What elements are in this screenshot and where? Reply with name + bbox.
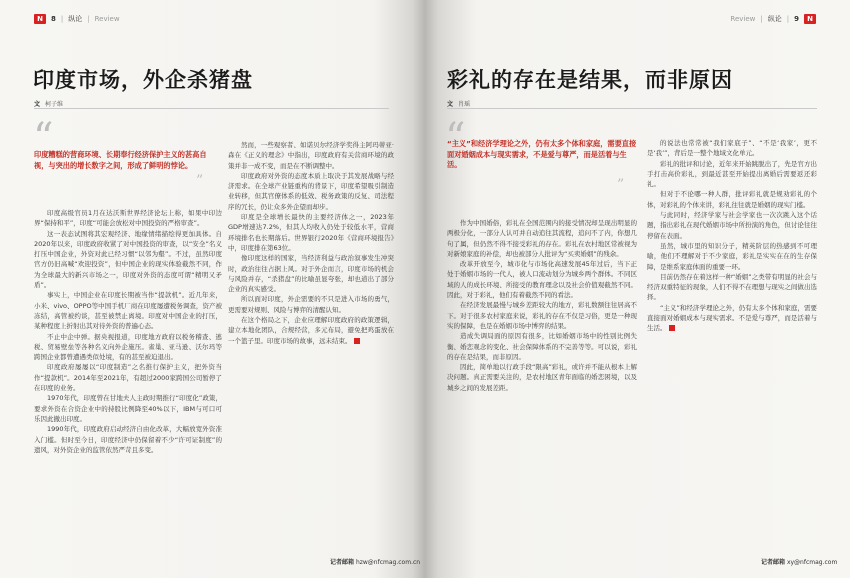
article-column-2 bbox=[647, 138, 817, 543]
footer-email: xy@nfcmag.com bbox=[786, 559, 838, 566]
article-paragraph: 彩礼的批评和讨论，近年来开始跳脱出了，先是官方出手打击高价彩礼，到最近甚至开始提出离婚后需要返还彩礼。 bbox=[647, 159, 817, 189]
byline bbox=[447, 99, 470, 108]
page-footer bbox=[330, 557, 420, 566]
byline-author: 柯子维 bbox=[45, 101, 64, 108]
footer-label: 记者邮箱 bbox=[761, 559, 786, 566]
lead-paragraph: 印度糟糕的营商环境、长期奉行经济保护主义的甚高自视，与突出的增长数字之间，形成了鲜明的悖论。 bbox=[34, 150, 207, 170]
article-title: 印度市场，外企杀猪盘 bbox=[33, 68, 253, 92]
right-page-header bbox=[730, 14, 816, 24]
close-quote-icon: ” bbox=[617, 177, 622, 193]
article-column-1 bbox=[447, 218, 637, 548]
footer-label: 记者邮箱 bbox=[330, 559, 355, 566]
magazine-logo-icon: N bbox=[34, 14, 46, 24]
article-column-1 bbox=[34, 208, 222, 548]
header-divider: | bbox=[87, 15, 90, 23]
title-rule bbox=[34, 108, 389, 109]
lead-paragraph: “主义”和经济学理论之外，仍有太多个体和家庭，需要直接面对婚姻成本与现实需求，不是爱与尊严，而是活着与生活。 bbox=[447, 139, 637, 169]
article-paragraph: 印度政府屡屡以“印度制造”之名推行保护主义，把外资当作“提款机”。2014年至2021年，有超过2000家跨国公司暂停了在印度的业务。 bbox=[34, 363, 222, 393]
article-paragraph: 这一表态试图将其宏观经济、地缘情绪描绘得更加具体。自2020年以来，印度政府收紧了对中国投资的审查，以“安全”名义打压中国企业，外资对此已经习惯“以邻为壑”。不过，虽然印度官方仍旧高喊“欢迎投资”，但中国企业的现实体验截然不同，作为全球最大的新兴市场之一，印度对外资的态度可谓“精明又矛盾”。 bbox=[34, 229, 222, 290]
article-paragraph: 在经济发展最慢与城乡差距较大的地方，彩礼数额往往居高不下。对于很多农村家庭来说，彩礼的存在不仅是习俗，更是一种现实的保障，也是在婚姻市场中博弈的结果。 bbox=[447, 301, 637, 330]
section-name: 纵论 bbox=[68, 15, 83, 23]
left-page-header bbox=[34, 14, 120, 24]
article-column-2 bbox=[228, 140, 394, 545]
byline-label: 文 bbox=[34, 101, 41, 108]
end-of-article-icon bbox=[669, 325, 675, 331]
article-paragraph: 所以面对印度，外企需要的不只是进入市场的勇气，更需要对规则、风险与博弈的清醒认知。 bbox=[228, 295, 394, 314]
section-name-en: Review bbox=[94, 15, 120, 23]
close-quote-icon: ” bbox=[196, 173, 201, 189]
open-quote-icon: “ bbox=[33, 115, 46, 161]
article-paragraph: 但对于不论哪一种人群，批评彩礼就是规劝彩礼的个体，对彩礼的个体来讲，彩礼往往就是婚姻的现实门槛。 bbox=[647, 190, 817, 209]
article-title: 彩礼的存在是结果，而非原因 bbox=[447, 68, 733, 92]
title-rule bbox=[447, 108, 817, 109]
article-paragraph: 作为中国婚俗，彩礼在全国范围内的接受情况却呈现出明显的两极分化，一部分人认可并自动追往其流程，追问不了内，你想几句了属，但仍然不得不接受彩礼的存在。彩礼在农村地区常被视为对新娘家庭的补偿，却也被部分人批评为“买卖婚姻”的残余。 bbox=[447, 219, 637, 258]
article-paragraph: 与此同时，经济学家与社会学家也一次次跳入这个话题，指出彩礼在现代婚姻市场中所扮演的角色，但讨论往往停留在表面。 bbox=[647, 211, 817, 240]
article-paragraph: 造成失调局面的原因有很多，比如婚姻市场中的性别比例失衡、婚恋观念的变化、社会保障体系的不完善等等。可以说，彩礼的存在是结果，而非原因。 bbox=[447, 332, 637, 361]
article-paragraph: 虽然，城市里的知识分子，精英阶层的热感到不可理喻，他们不理解对于不少家庭，彩礼是实实在在的生存保障，是维系家庭体面的重要一环。 bbox=[647, 241, 817, 271]
article-paragraph: 然而，一些观察者、如诺贝尔经济学奖得主阿玛蒂亚·森在《正义的理念》中指出，印度政府有关营商环境的政策并非一成不变，而是在不断调整中。 bbox=[228, 141, 394, 170]
end-of-article-icon bbox=[354, 338, 360, 344]
page-number: 8 bbox=[51, 15, 56, 23]
article-paragraph: 印度是全球增长最快的主要经济体之一，2023年GDP增速达7.2%，但其人均收入仍处于较低水平，营商环境排名也长期落后。世界银行2020年《营商环境报告》中，印度排在第63位。 bbox=[228, 213, 394, 252]
byline-label: 文 bbox=[447, 101, 454, 108]
section-name-en: Review bbox=[730, 15, 756, 23]
magazine-logo-icon: N bbox=[804, 14, 816, 24]
article-paragraph: 因此，简单地以行政手段“限高”彩礼，或许并不能从根本上解决问题。真正需要关注的，是农村地区青年面临的婚恋困境，以及城乡之间的发展差距。 bbox=[447, 363, 637, 392]
section-name: 纵论 bbox=[767, 15, 782, 23]
byline bbox=[34, 99, 63, 108]
article-paragraph: 印度政府对外资的态度本质上取决于其发展战略与经济需求。在全球产业链重构的背景下，印度希望吸引制造业转移，但其官僚体系的低效、税务政策的反复、司法程序的冗长，仍让众多外企望而却步。 bbox=[228, 171, 394, 211]
footer-email: hzw@nfcmag.com.cn bbox=[355, 559, 421, 566]
article-paragraph: 在这个格局之下，企业应理解印度政府的政策逻辑，建立本地化团队，合规经营，多元布局，避免把鸡蛋放在一个篮子里。印度市场的故事，远未结束。 bbox=[228, 316, 394, 345]
article-paragraph: 印度高级官员1月在达沃斯世界经济论坛上称，如果中印边界“保持和平”，印度“可能会放松对中国投资的严格审查”。 bbox=[34, 209, 222, 228]
article-paragraph: 1970年代，印度曾在甘地夫人主政时期推行“印度化”政策，要求外资在合资企业中的持股比例降至40%以下，IBM与可口可乐因此撤出印度。 bbox=[34, 394, 222, 423]
article-paragraph: 像印度这样的国家，当经济利益与政治叙事发生冲突时，政治往往占据上风。对于外企而言，印度市场的机会与风险并存，“杀猪盘”的比喻虽显夸张，却也道出了部分企业的真实感受。 bbox=[228, 254, 394, 294]
header-divider: | bbox=[60, 15, 64, 23]
article-paragraph: 1990年代，印度政府启动经济自由化改革，大幅放宽外资准入门槛。但时至今日，印度经济中仍保留着不少“许可证制度”的遗风，对外资企业的监管依然严苛且多变。 bbox=[34, 425, 222, 454]
byline-author: 肖瑶 bbox=[458, 101, 471, 108]
open-quote-icon: “ bbox=[445, 115, 458, 161]
article-paragraph: 不止中企中弹。据央视报道，印度地方政府以税务稽查、逃税、贸易壁垒等各种名义向外企施压。雀巢、亚马逊、沃尔玛等跨国企业都曾遭遇类似处境，有的甚至被迫退出。 bbox=[34, 332, 222, 362]
article-paragraph: 目前仍然存在着这样一种“婚姻”之类带有明显的社会与经济双重特征的现象，人们不得不在理想与现实之间做出选择。 bbox=[647, 272, 817, 302]
article-paragraph: 改革开放至今，城市化与市场化高速发展45年过后，当下正处于婚姻市场的一代人，被人口流动划分为城乡两个群体。不同区域的人的成长环境、所接受的教育理念以及社会价值观截然不同。因此，对于彩礼，他们有着截然不同的看法。 bbox=[447, 260, 637, 300]
article-paragraph: “主义”和经济学理论之外，仍有太多个体和家庭，需要直接面对婚姻成本与现实需求。不是爱与尊严，而是活着与生活。 bbox=[647, 303, 817, 333]
page-number: 9 bbox=[794, 15, 799, 23]
right-page bbox=[425, 0, 850, 578]
article-paragraph: 的说法也常常被“我们家底子”、“不是‘我家’，更不是‘我’”，背后是一整个地域文化单元。 bbox=[647, 139, 817, 158]
header-divider: | bbox=[786, 15, 790, 23]
article-paragraph: 事实上，中国企业在印度长期被当作“提款机”。近几年来，小米、vivo、OPPO等中国手机厂商在印度屡遭税务调查，资产被冻结，高管被约谈，甚至被禁止离境。印度对中国企业的打压，某种程度上折射出其对待外资的普遍心态。 bbox=[34, 291, 222, 331]
header-divider: | bbox=[760, 15, 763, 23]
page-footer bbox=[761, 557, 837, 566]
